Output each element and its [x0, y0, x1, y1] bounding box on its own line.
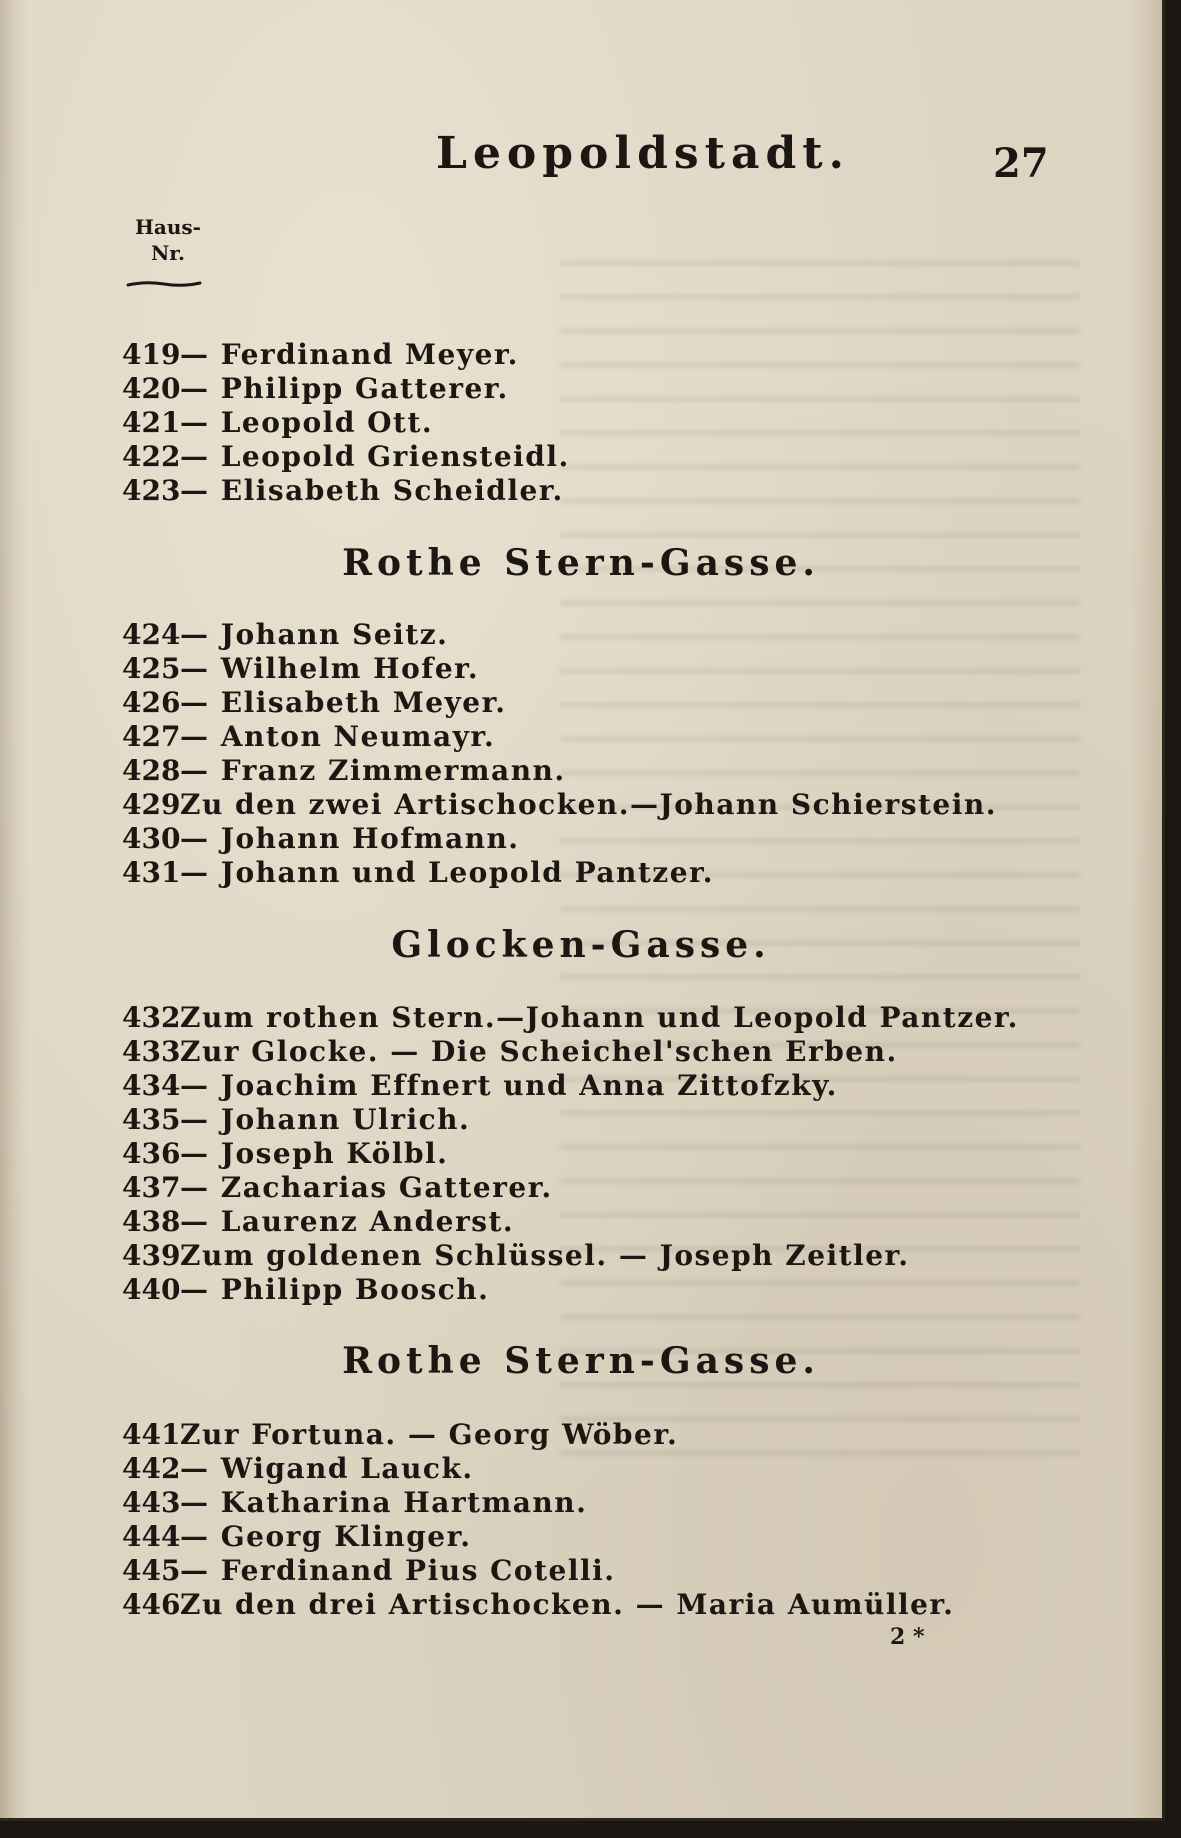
owner-text: — Wigand Lauck.	[180, 1452, 474, 1485]
register-entry	[122, 788, 997, 822]
column-heading-line1: Haus-	[135, 215, 201, 239]
register-entry	[122, 1418, 678, 1452]
register-entry	[122, 652, 479, 686]
owner-text: — Ferdinand Meyer.	[180, 338, 519, 371]
house-number: 428	[122, 754, 181, 787]
house-number: 424	[122, 618, 181, 651]
house-number: 439	[122, 1239, 181, 1272]
register-entry	[122, 372, 509, 406]
owner-text: — Katharina Hartmann.	[180, 1486, 588, 1519]
owner-text: — Leopold Ott.	[180, 406, 434, 439]
register-entry	[122, 1001, 1019, 1035]
page-number: 27	[993, 140, 1049, 187]
register-entry	[122, 1137, 448, 1171]
house-number: 436	[122, 1137, 181, 1170]
column-heading-line2: Nr.	[151, 241, 185, 265]
owner-text: — Joachim Effnert und Anna Zittofzky.	[180, 1069, 838, 1102]
house-number: 444	[122, 1520, 181, 1553]
owner-text: — Johann Ulrich.	[180, 1103, 471, 1136]
house-number: 419	[122, 338, 181, 371]
register-entry	[122, 406, 433, 440]
house-number: 441	[122, 1418, 181, 1451]
owner-text: — Johann Seitz.	[180, 618, 449, 651]
house-number: 423	[122, 474, 181, 507]
register-entry	[122, 338, 519, 372]
register-entry	[122, 474, 564, 508]
register-entry	[122, 1035, 898, 1069]
register-entry	[122, 1239, 909, 1273]
street-heading: Rothe Stern-Gasse.	[342, 542, 820, 584]
owner-text: Zu den zwei Artischocken.—Johann Schierstein.	[180, 788, 997, 821]
owner-text: Zu den drei Artischocken. — Maria Aumüller.	[180, 1588, 955, 1621]
register-entry	[122, 1069, 838, 1103]
house-number: 421	[122, 406, 181, 439]
register-entry	[122, 1273, 489, 1307]
owner-text: — Leopold Griensteidl.	[180, 440, 570, 473]
house-number: 420	[122, 372, 181, 405]
street-heading: Glocken-Gasse.	[391, 924, 771, 966]
owner-text: — Elisabeth Scheidler.	[180, 474, 564, 507]
house-number: 442	[122, 1452, 181, 1485]
owner-text: Zum rothen Stern.—Johann und Leopold Pantzer.	[180, 1001, 1019, 1034]
owner-text: — Wilhelm Hofer.	[180, 652, 480, 685]
owner-text: — Georg Klinger.	[180, 1520, 472, 1553]
house-number: 435	[122, 1103, 181, 1136]
register-entry	[122, 440, 570, 474]
house-number: 429	[122, 788, 181, 821]
house-number: 437	[122, 1171, 181, 1204]
owner-text: — Johann und Leopold Pantzer.	[180, 856, 714, 889]
register-entry	[122, 686, 507, 720]
owner-text: Zum goldenen Schlüssel. — Joseph Zeitler.	[180, 1239, 910, 1272]
owner-text: — Philipp Gatterer.	[180, 372, 509, 405]
house-number: 430	[122, 822, 181, 855]
house-number: 431	[122, 856, 181, 889]
register-entry	[122, 754, 566, 788]
register-entry	[122, 618, 448, 652]
owner-text: — Laurenz Anderst.	[180, 1205, 515, 1238]
owner-text: — Franz Zimmermann.	[180, 754, 566, 787]
owner-text: — Johann Hofmann.	[180, 822, 520, 855]
house-number: 432	[122, 1001, 181, 1034]
register-entry	[122, 1171, 553, 1205]
register-entry	[122, 1554, 616, 1588]
register-entry	[122, 1103, 470, 1137]
house-number: 434	[122, 1069, 181, 1102]
owner-text: Zur Glocke. — Die Scheichel'schen Erben.	[180, 1035, 898, 1068]
register-entry	[122, 822, 520, 856]
house-number: 443	[122, 1486, 181, 1519]
owner-text: — Philipp Boosch.	[180, 1273, 490, 1306]
house-number: 446	[122, 1588, 181, 1621]
house-number: 433	[122, 1035, 181, 1068]
register-entry	[122, 1205, 514, 1239]
owner-text: — Elisabeth Meyer.	[180, 686, 507, 719]
register-entry	[122, 856, 714, 890]
owner-text: — Joseph Kölbl.	[180, 1137, 449, 1170]
owner-text: — Ferdinand Pius Cotelli.	[180, 1554, 616, 1587]
house-number: 438	[122, 1205, 181, 1238]
register-entry	[122, 1452, 474, 1486]
register-entry	[122, 720, 495, 754]
house-number: 427	[122, 720, 181, 753]
owner-text: — Zacharias Gatterer.	[180, 1171, 553, 1204]
register-entry	[122, 1588, 954, 1622]
house-number: 422	[122, 440, 181, 473]
house-number: 440	[122, 1273, 181, 1306]
register-entry	[122, 1520, 472, 1554]
house-number: 425	[122, 652, 181, 685]
decorative-swash-rule	[126, 280, 202, 288]
owner-text: Zur Fortuna. — Georg Wöber.	[180, 1418, 679, 1451]
owner-text: — Anton Neumayr.	[180, 720, 496, 753]
page-title: Leopoldstadt.	[436, 128, 850, 179]
house-number: 426	[122, 686, 181, 719]
house-number-column-heading	[128, 214, 208, 266]
signature-mark: 2 *	[890, 1624, 925, 1650]
house-number: 445	[122, 1554, 181, 1587]
register-entry	[122, 1486, 587, 1520]
street-heading: Rothe Stern-Gasse.	[342, 1340, 820, 1382]
